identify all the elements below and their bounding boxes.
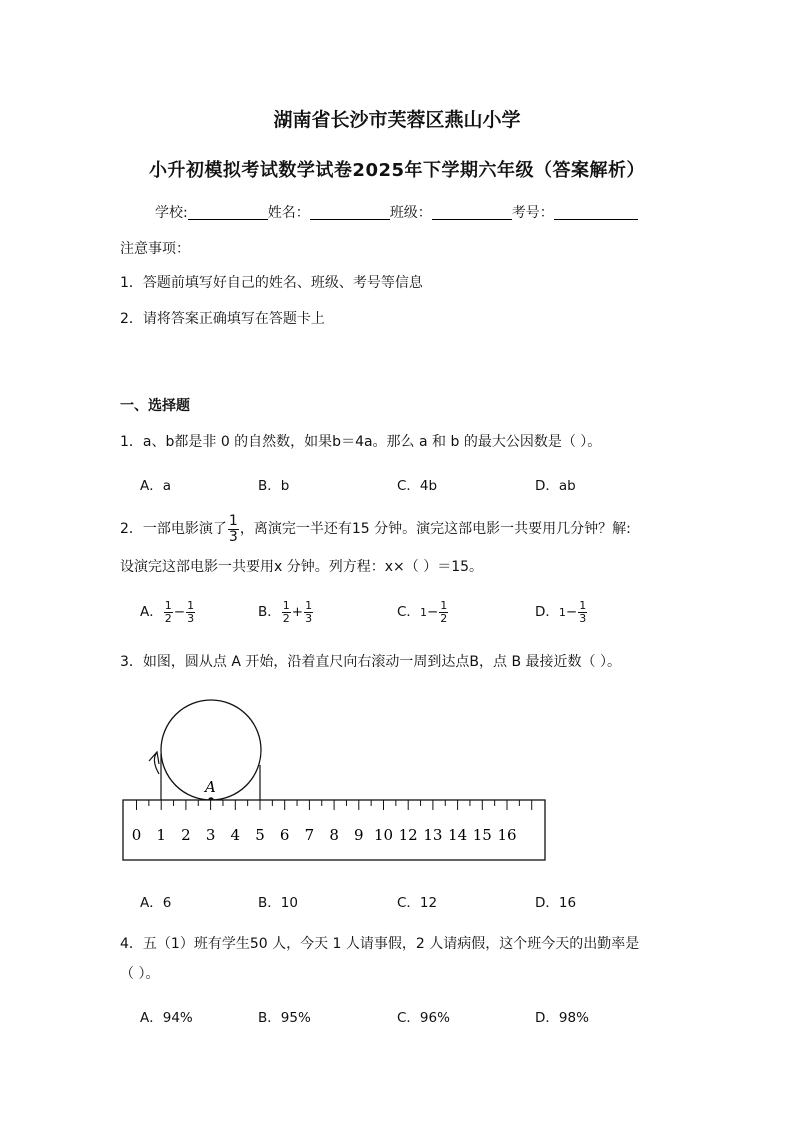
question-1-text: 1．a、b都是非 0 的自然数，如果b＝4a。那么 a 和 b 的最大公因数是（ ）。 <box>120 434 602 450</box>
q2-text-part2: ，离演完一半还有15 分钟。演完这部电影一共要用几分钟？解: <box>239 521 631 538</box>
q2-a-frac2: $\frac{1}{3}$ <box>187 599 195 625</box>
name-blank[interactable] <box>310 205 390 220</box>
ruler-number-label: 12 <box>398 826 418 844</box>
id-label: 考号： <box>511 205 554 221</box>
q2-frac-num: 1 <box>228 513 238 529</box>
q2-option-b[interactable] <box>258 600 314 624</box>
q2-a-label: A． <box>140 604 163 621</box>
q2-option-a[interactable] <box>140 600 196 624</box>
q3-option-b[interactable]: B．10 <box>258 895 298 911</box>
school-blank[interactable] <box>188 205 268 220</box>
q4-option-d[interactable]: D．98% <box>535 1010 589 1026</box>
ruler-number-label: 14 <box>448 826 468 844</box>
q2-a-op: − <box>173 604 186 621</box>
q3-option-a[interactable]: A．6 <box>140 895 172 911</box>
ruler-number-label: 1 <box>156 826 166 844</box>
ruler-number-label: 15 <box>472 826 492 844</box>
ruler-number-label: 16 <box>497 826 517 844</box>
q4-option-c[interactable]: C．96% <box>397 1010 450 1026</box>
q2-a-frac1: $\frac{1}{2}$ <box>164 599 172 625</box>
q2-d-op: − <box>565 604 578 621</box>
q2-d-label: D． <box>535 604 559 621</box>
question-4-line-1: 4．五（1）班有学生50 人，今天 1 人请事假，2 人请病假，这个班今天的出勤率是 <box>120 936 640 952</box>
ruler-number-label: 8 <box>329 826 339 844</box>
q2-frac-den: 3 <box>228 528 238 545</box>
class-label: 班级： <box>389 205 432 221</box>
notice-heading: 注意事项： <box>120 241 190 257</box>
section-heading: 一、选择题 <box>120 398 190 414</box>
notice-item-1: 1．答题前填写好自己的姓名、班级、考号等信息 <box>120 275 423 291</box>
q3-option-d[interactable]: D．16 <box>535 895 577 911</box>
q2-fraction <box>228 514 239 544</box>
class-blank[interactable] <box>432 205 512 220</box>
student-info-row <box>155 202 638 222</box>
q1-option-a[interactable]: A．a <box>140 478 172 494</box>
q2-option-d[interactable] <box>535 600 588 624</box>
school-label: 学校: <box>155 205 188 221</box>
question-2-line-1 <box>120 514 631 544</box>
ruler-number-label: 7 <box>304 826 315 844</box>
q2-c-whole: 1 <box>419 606 427 620</box>
q3-ruler-figure <box>115 690 555 865</box>
q2-c-op: − <box>426 604 439 621</box>
ruler-number-label: 5 <box>255 826 265 844</box>
q1-option-b[interactable]: B．b <box>258 478 290 494</box>
q2-text-part1: 2．一部电影演了 <box>120 521 227 538</box>
q2-c-frac: $\frac{1}{2}$ <box>440 599 448 625</box>
ruler-number-label: 4 <box>230 826 241 844</box>
q2-d-whole: 1 <box>558 606 566 620</box>
ruler-number-label: 0 <box>131 826 142 844</box>
q2-b-op: + <box>291 604 304 621</box>
q2-b-frac1: $\frac{1}{2}$ <box>282 599 290 625</box>
ruler-number-label: 13 <box>423 826 443 844</box>
question-4-line-2: （ ）。 <box>120 966 160 982</box>
q4-option-b[interactable]: B．95% <box>258 1010 311 1026</box>
id-blank[interactable] <box>554 205 638 220</box>
q1-option-d[interactable]: D．ab <box>535 478 576 494</box>
q2-d-frac: $\frac{1}{3}$ <box>579 599 587 625</box>
notice-item-2: 2．请将答案正确填写在答题卡上 <box>120 311 325 327</box>
ruler-number-label: 3 <box>205 826 216 844</box>
q1-option-c[interactable]: C．4b <box>397 478 438 494</box>
exam-title: 小升初模拟考试数学试卷2025年下学期六年级（答案解析） <box>148 160 646 181</box>
q2-c-label: C． <box>397 604 420 621</box>
q4-option-a[interactable]: A．94% <box>140 1010 193 1026</box>
school-title: 湖南省长沙市芙蓉区燕山小学 <box>273 109 521 131</box>
ruler-number-label: 9 <box>354 826 364 844</box>
question-2-line-2: 设演完这部电影一共要用x 分钟。列方程：x×（ ）＝15。 <box>120 559 484 575</box>
q3-option-c[interactable]: C．12 <box>397 895 438 911</box>
q2-option-c[interactable] <box>397 600 449 624</box>
ruler-number-label: 2 <box>181 826 191 844</box>
point-a-label: A <box>205 778 216 796</box>
ruler-number-label: 6 <box>279 826 290 844</box>
q2-b-label: B． <box>258 604 281 621</box>
question-3-text: 3．如图，圆从点 A 开始，沿着直尺向右滚动一周到达点B，点 B 最接近数（ ）。 <box>120 654 621 670</box>
q2-b-frac2: $\frac{1}{3}$ <box>305 599 313 625</box>
name-label: 姓名： <box>267 205 310 221</box>
ruler-number-label: 10 <box>373 826 394 844</box>
